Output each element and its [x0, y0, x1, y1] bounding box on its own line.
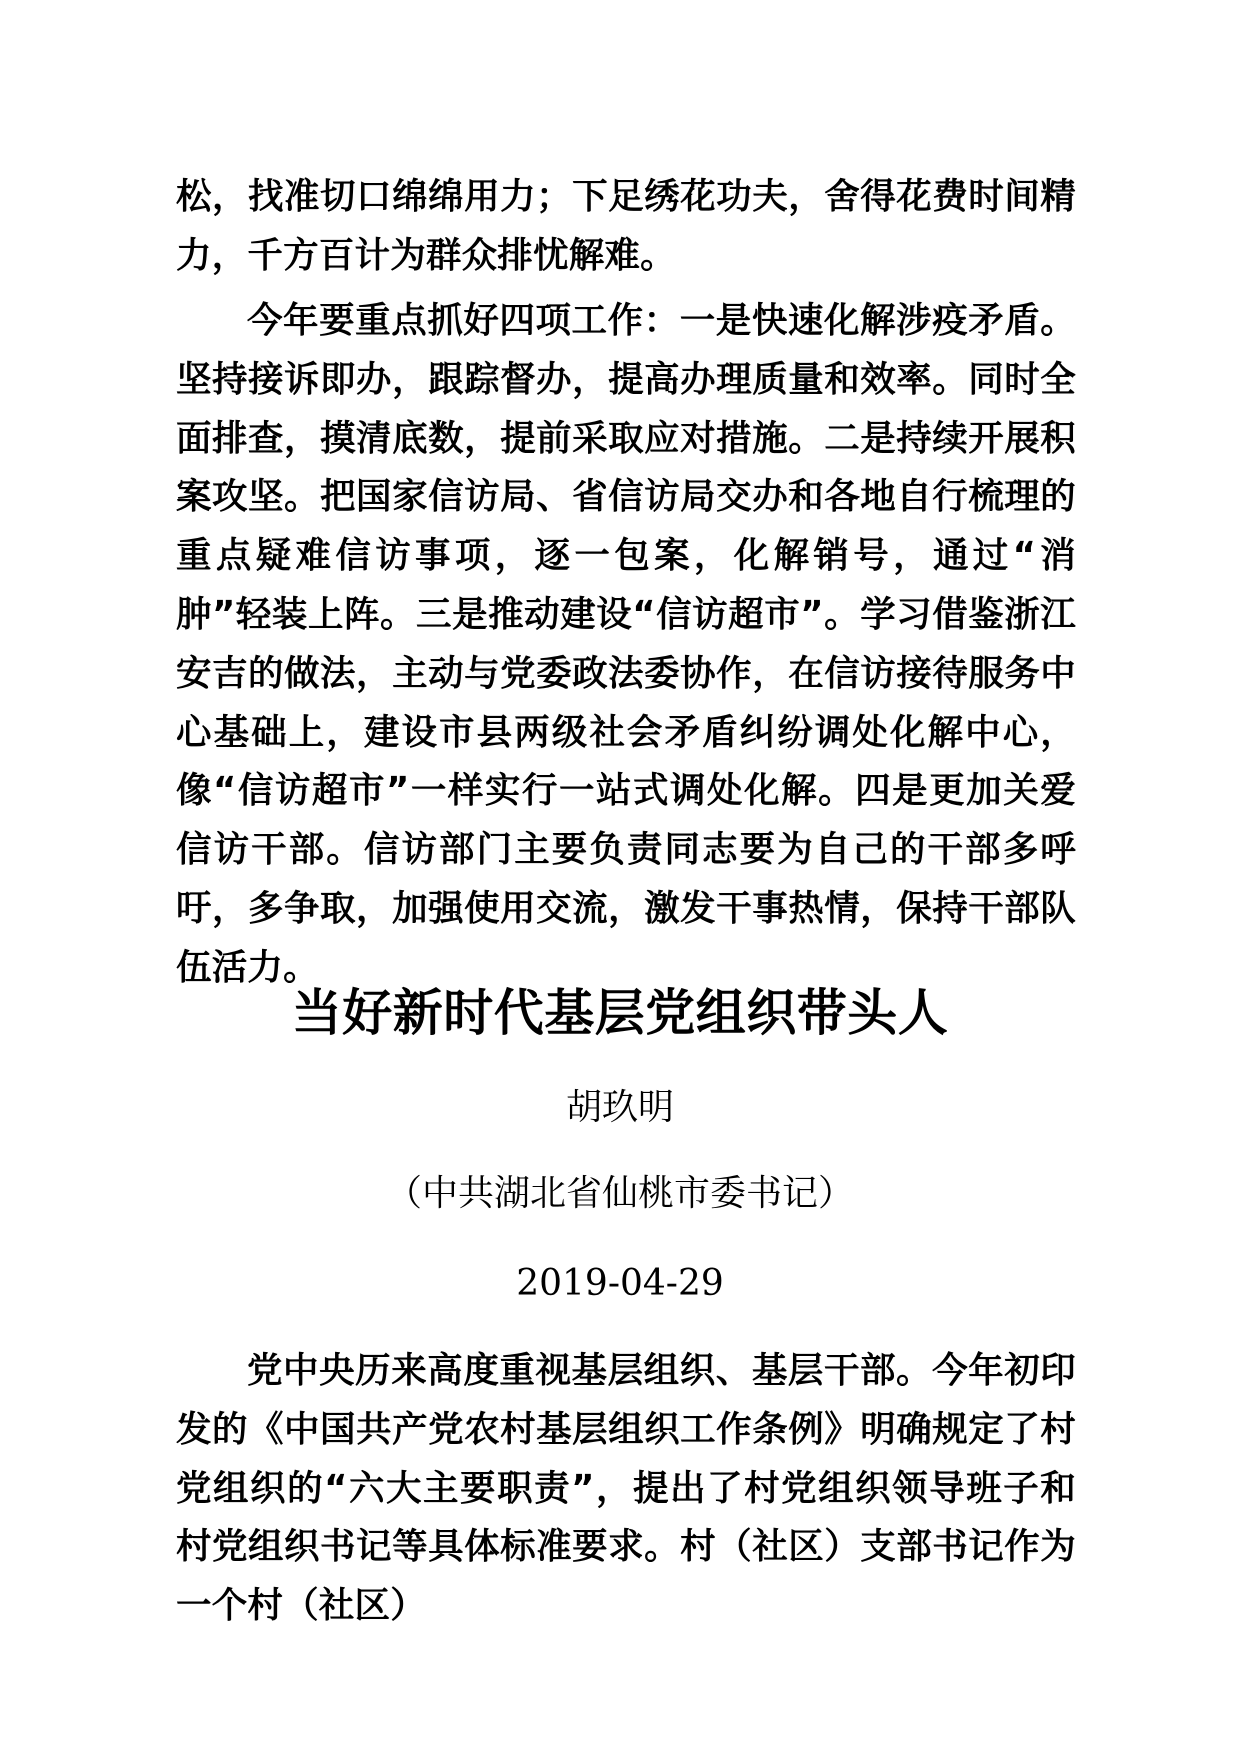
article-intro-paragraph: 党中央历来高度重视基层组织、基层干部。今年初印发的《中国共产党农村基层组织工作条例》明确规定了村党组织的“六大主要职责”，提出了村党组织领导班子和村党组织书记等具体标准要求。村（社区）支部书记作为一个村（社区） — [176, 1350, 1076, 1627]
four-tasks-paragraph: 今年要重点抓好四项工作：一是快速化解涉疫矛盾。坚持接诉即办，跟踪督办，提高办理质量和效率。同时全面排查，摸清底数，提前采取应对措施。二是持续开展积案攻坚。把国家信访局、省信访局交办和各地自行梳理的重点疑难信访事项，逐一包案，化解销号，通过“消肿”轻装上阵。三是推动建设“信访超市”。学习借鉴浙江安吉的做法，主动与党委政法委协作，在信访接待服务中心基础上，建设市县两级社会矛盾纠纷调处化解中心，像“信访超市”一样实行一站式调处化解。四是更加关爱信访干部。信访部门主要负责同志要为自己的干部多呼吁，多争取，加强使用交流，激发干事热情，保持干部队伍活力。 — [176, 300, 1076, 988]
article-author-position: （中共湖北省仙桃市委书记） — [385, 1173, 854, 1214]
article-title: 当好新时代基层党组织带头人 — [291, 984, 949, 1042]
continued-paragraph: 松，找准切口绵绵用力；下足绣花功夫，舍得花费时间精力，千方百计为群众排忧解难。 — [176, 176, 1076, 276]
article-author: 胡玖明 — [565, 1087, 674, 1128]
article-date: 2019-04-29 — [516, 1263, 724, 1304]
